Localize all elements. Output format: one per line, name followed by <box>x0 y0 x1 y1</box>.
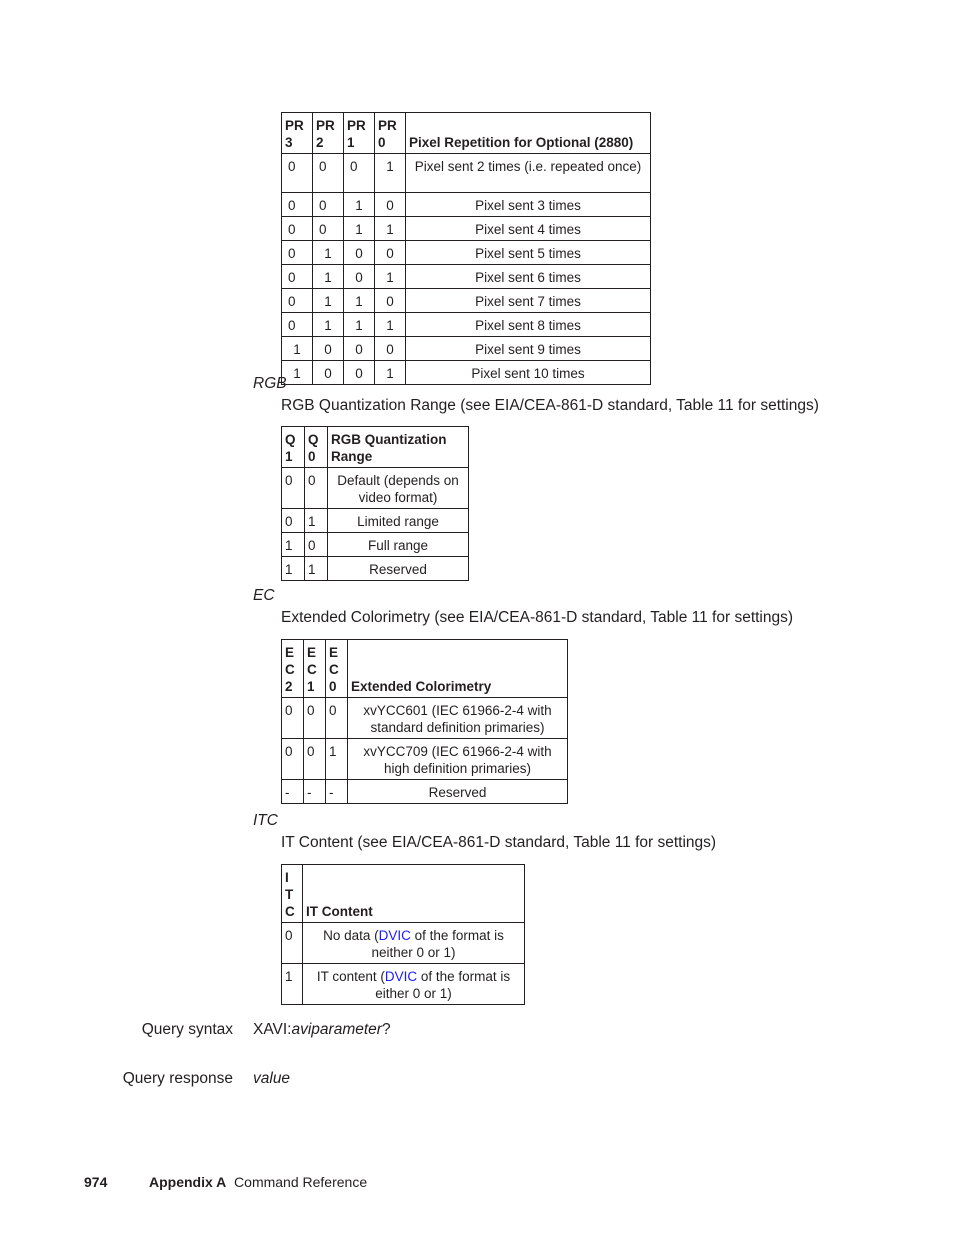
bit-cell: 0 <box>282 739 304 780</box>
bit-cell: 1 <box>305 509 328 533</box>
query-response-label: Query response <box>122 1070 233 1087</box>
footer-section-title: Command Reference <box>234 1174 368 1190</box>
table-row <box>282 698 568 739</box>
table-row <box>282 739 568 780</box>
bit-cell: 0 <box>304 698 326 739</box>
bit-cell: 0 <box>282 217 313 241</box>
bit-cell: 0 <box>313 361 344 385</box>
it-content-table <box>281 864 525 1005</box>
bit-cell: 0 <box>313 217 344 241</box>
bit-cell: 1 <box>313 241 344 265</box>
description-cell: Pixel sent 10 times <box>406 361 651 385</box>
description-cell: Reserved <box>328 557 469 581</box>
footer-section <box>149 1174 367 1190</box>
bit-cell: 1 <box>375 217 406 241</box>
pr3-header: PR 3 <box>282 113 313 154</box>
table-row <box>282 923 525 964</box>
description-cell: xvYCC601 (IEC 61966-2-4 with standard definition primaries) <box>348 698 568 739</box>
table-header-row <box>282 113 651 154</box>
bit-cell: - <box>304 780 326 804</box>
bit-cell: 1 <box>282 337 313 361</box>
bit-cell: 0 <box>375 289 406 313</box>
rgb-parameter-label: RGB <box>253 375 287 392</box>
query-response-value: value <box>253 1070 291 1087</box>
rgb-quantization-header: RGB Quantization Range <box>328 427 469 468</box>
bit-cell: 0 <box>282 509 305 533</box>
dvic-link[interactable]: DVIC <box>384 969 418 984</box>
table-row <box>282 533 469 557</box>
description-text: IT content ( <box>316 969 385 984</box>
description-cell: Pixel sent 3 times <box>406 193 651 217</box>
rgb-description: RGB Quantization Range (see EIA/CEA-861-D standard, Table 11 for settings) <box>281 397 819 414</box>
query-syntax-value <box>253 1021 391 1039</box>
bit-cell: 1 <box>344 193 375 217</box>
itc-description: IT Content (see EIA/CEA-861-D standard, Table 11 for settings) <box>281 834 717 851</box>
bit-cell: 0 <box>375 193 406 217</box>
syntax-suffix: ? <box>381 1021 391 1038</box>
description-cell: Pixel sent 4 times <box>406 217 651 241</box>
bit-cell: - <box>326 780 348 804</box>
bit-cell: 1 <box>282 557 305 581</box>
ec2-header: E C 2 <box>282 640 304 698</box>
bit-cell: 0 <box>282 193 313 217</box>
rgb-quantization-table <box>281 426 469 581</box>
bit-cell: 1 <box>344 313 375 337</box>
pr1-header: PR 1 <box>344 113 375 154</box>
table-row <box>282 217 651 241</box>
bit-cell: 1 <box>375 313 406 337</box>
ec0-header: E C 0 <box>326 640 348 698</box>
table-header-row <box>282 427 469 468</box>
description-cell: Limited range <box>328 509 469 533</box>
bit-cell: 0 <box>305 533 328 557</box>
table-header-row <box>282 865 525 923</box>
bit-cell: 0 <box>282 313 313 337</box>
bit-cell: 0 <box>344 337 375 361</box>
extended-colorimetry-table <box>281 639 568 804</box>
description-text: No data ( <box>323 928 379 943</box>
bit-cell: - <box>282 780 304 804</box>
ec1-header: E C 1 <box>304 640 326 698</box>
bit-cell: 1 <box>305 557 328 581</box>
table-row <box>282 337 651 361</box>
itc-header: I T C <box>282 865 303 923</box>
bit-cell: 0 <box>305 468 328 509</box>
q1-header: Q 1 <box>282 427 305 468</box>
bit-cell: 0 <box>282 289 313 313</box>
table-row <box>282 557 469 581</box>
bit-cell: 1 <box>326 739 348 780</box>
bit-cell: 0 <box>344 265 375 289</box>
table-row <box>282 509 469 533</box>
bit-cell: 0 <box>313 154 344 193</box>
description-text: of the format is neither 0 or 1) <box>371 928 504 960</box>
description-cell: Pixel sent 7 times <box>406 289 651 313</box>
bit-cell: 0 <box>282 241 313 265</box>
pr2-header: PR 2 <box>313 113 344 154</box>
table-header-row <box>282 640 568 698</box>
extended-colorimetry-header: Extended Colorimetry <box>348 640 568 698</box>
description-cell: Pixel sent 2 times (i.e. repeated once) <box>406 154 651 193</box>
bit-cell: 0 <box>344 361 375 385</box>
description-cell: Pixel sent 9 times <box>406 337 651 361</box>
description-cell: Full range <box>328 533 469 557</box>
description-cell: Pixel sent 8 times <box>406 313 651 337</box>
description-cell: Reserved <box>348 780 568 804</box>
query-syntax-label: Query syntax <box>141 1021 233 1038</box>
itc-parameter-label: ITC <box>253 812 278 829</box>
bit-cell: 0 <box>313 337 344 361</box>
bit-cell: 0 <box>282 468 305 509</box>
bit-cell: 1 <box>313 313 344 337</box>
table-row <box>282 361 651 385</box>
page-number: 974 <box>84 1174 108 1190</box>
pixel-repetition-header: Pixel Repetition for Optional (2880) <box>406 113 651 154</box>
table-row <box>282 193 651 217</box>
table-row <box>282 964 525 1005</box>
bit-cell: 0 <box>313 193 344 217</box>
it-content-header: IT Content <box>303 865 525 923</box>
table-row <box>282 289 651 313</box>
bit-cell: 0 <box>304 739 326 780</box>
syntax-prefix: XAVI: <box>253 1021 292 1038</box>
description-cell: Pixel sent 5 times <box>406 241 651 265</box>
table-row <box>282 313 651 337</box>
description-cell: xvYCC709 (IEC 61966-2-4 with high definition primaries) <box>348 739 568 780</box>
table-row <box>282 241 651 265</box>
bit-cell: 0 <box>344 241 375 265</box>
bit-cell: 0 <box>375 241 406 265</box>
bit-cell: 0 <box>344 154 375 193</box>
bit-cell: 0 <box>326 698 348 739</box>
bit-cell: 0 <box>375 337 406 361</box>
description-cell <box>303 964 525 1005</box>
bit-cell: 1 <box>282 361 313 385</box>
syntax-parameter: aviparameter <box>291 1021 382 1038</box>
dvic-link[interactable]: DVIC <box>378 928 411 943</box>
bit-cell: 1 <box>282 964 303 1005</box>
table-row <box>282 780 568 804</box>
bit-cell: 1 <box>313 289 344 313</box>
bit-cell: 1 <box>313 265 344 289</box>
description-cell: Pixel sent 6 times <box>406 265 651 289</box>
table-row <box>282 154 651 193</box>
bit-cell: 0 <box>282 698 304 739</box>
bit-cell: 1 <box>375 265 406 289</box>
pixel-repetition-table <box>281 112 651 385</box>
q0-header: Q 0 <box>305 427 328 468</box>
description-cell: Default (depends on video format) <box>328 468 469 509</box>
bit-cell: 1 <box>344 289 375 313</box>
bit-cell: 0 <box>282 265 313 289</box>
bit-cell: 1 <box>375 154 406 193</box>
bit-cell: 1 <box>282 533 305 557</box>
description-cell <box>303 923 525 964</box>
bit-cell: 0 <box>282 923 303 964</box>
table-row <box>282 468 469 509</box>
bit-cell: 1 <box>375 361 406 385</box>
bit-cell: 1 <box>344 217 375 241</box>
footer-appendix: Appendix A <box>149 1174 227 1190</box>
ec-parameter-label: EC <box>253 587 275 604</box>
table-row <box>282 265 651 289</box>
ec-description: Extended Colorimetry (see EIA/CEA-861-D standard, Table 11 for settings) <box>281 609 794 626</box>
pr0-header: PR 0 <box>375 113 406 154</box>
description-text: of the format is either 0 or 1) <box>375 969 511 1001</box>
bit-cell: 0 <box>282 154 313 193</box>
